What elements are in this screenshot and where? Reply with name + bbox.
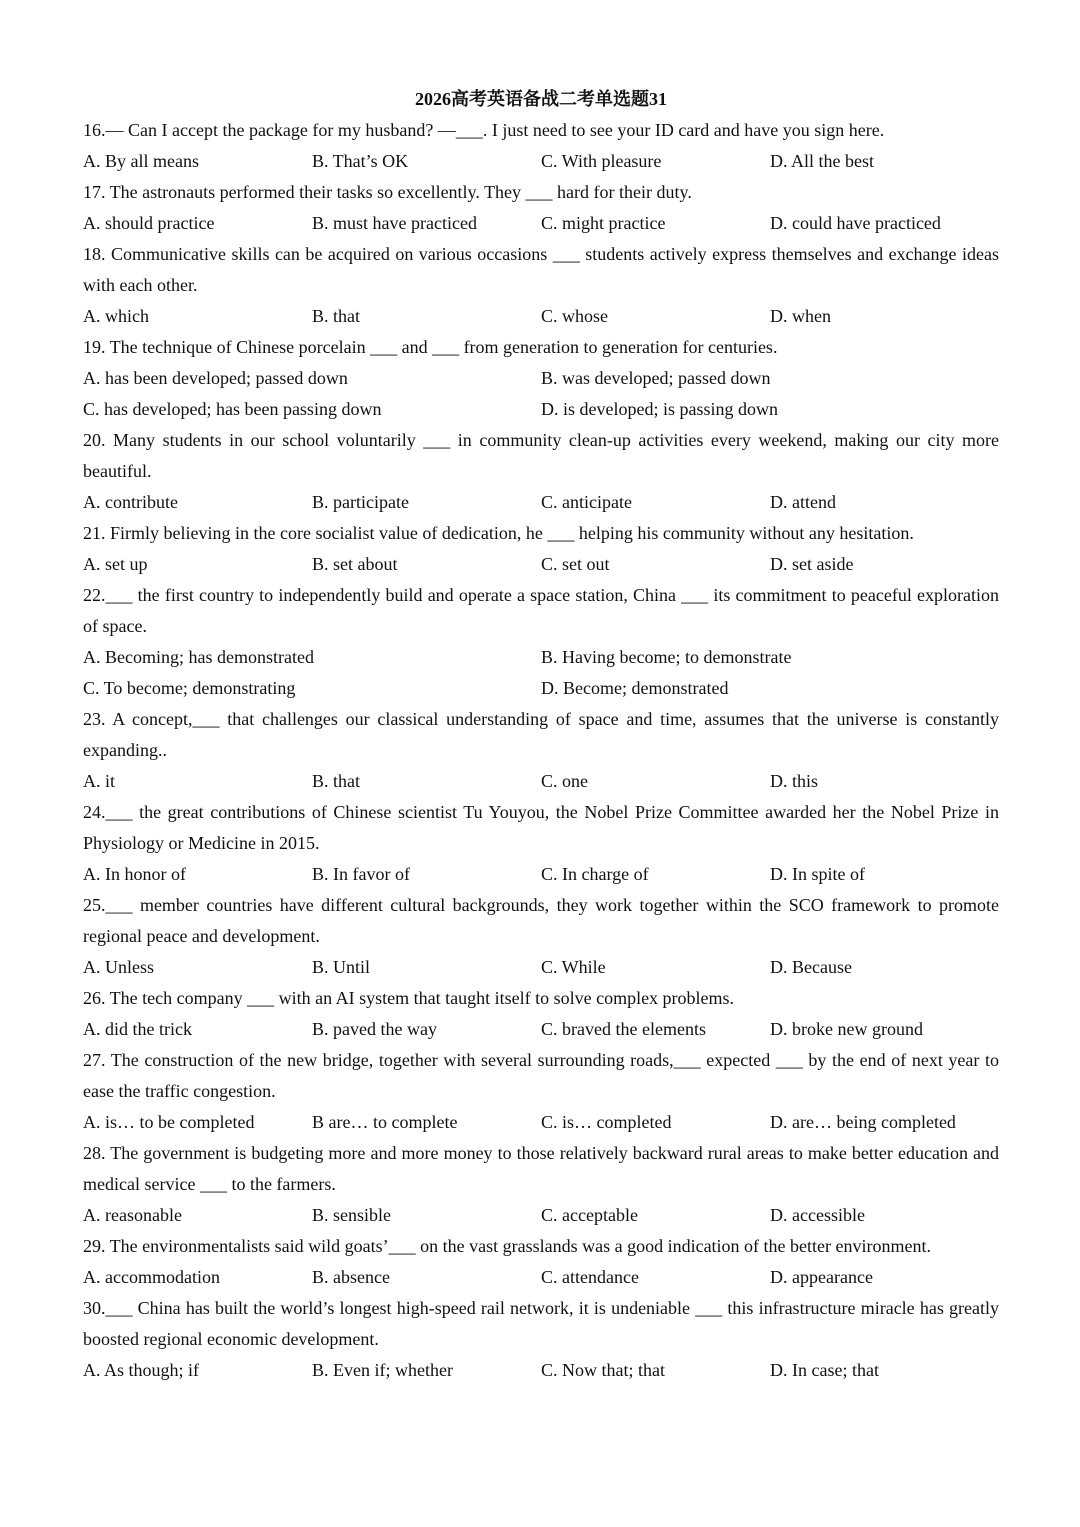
option-a: A. Unless bbox=[83, 957, 154, 977]
question-25-options bbox=[83, 952, 999, 983]
question-23-options bbox=[83, 766, 999, 797]
option-b: B. was developed; passed down bbox=[541, 368, 771, 388]
option-d: D. could have practiced bbox=[770, 213, 941, 233]
option-a: A. In honor of bbox=[83, 864, 186, 884]
option-a: A. By all means bbox=[83, 151, 199, 171]
question-16-stem: 16.— Can I accept the package for my husband? —___. I just need to see your ID card and have you sign here. bbox=[83, 120, 885, 140]
question-19-options-row-2 bbox=[83, 394, 999, 425]
option-d: D. when bbox=[770, 306, 831, 326]
option-b: B. In favor of bbox=[312, 864, 410, 884]
option-c: C. anticipate bbox=[541, 492, 632, 512]
option-c: C. In charge of bbox=[541, 864, 649, 884]
option-b: B. sensible bbox=[312, 1205, 391, 1225]
question-27-stem: 27. The construction of the new bridge, together with several surrounding roads,___ expected ___ by the end of next year to ease the traffic congestion. bbox=[83, 1050, 999, 1101]
question-29-options bbox=[83, 1262, 999, 1293]
option-a: A. should practice bbox=[83, 213, 215, 233]
question-19-options-row-1 bbox=[83, 363, 999, 394]
option-b: B. That’s OK bbox=[312, 151, 409, 171]
question-26-stem: 26. The tech company ___ with an AI system that taught itself to solve complex problems. bbox=[83, 988, 735, 1008]
option-b: B. Having become; to demonstrate bbox=[541, 647, 792, 667]
option-a: A. is… to be completed bbox=[83, 1112, 255, 1132]
option-a: A. accommodation bbox=[83, 1267, 220, 1287]
option-b: B. Until bbox=[312, 957, 371, 977]
option-c: C. acceptable bbox=[541, 1205, 638, 1225]
option-b: B. must have practiced bbox=[312, 213, 477, 233]
question-19-stem: 19. The technique of Chinese porcelain ___ and ___ from generation to generation for centuries. bbox=[83, 337, 778, 357]
option-a: A. reasonable bbox=[83, 1205, 182, 1225]
option-b: B. absence bbox=[312, 1267, 390, 1287]
option-c: C. Now that; that bbox=[541, 1360, 665, 1380]
question-17-options bbox=[83, 208, 999, 239]
option-d: D. Because bbox=[770, 957, 852, 977]
option-a: A. it bbox=[83, 771, 116, 791]
question-18-options bbox=[83, 301, 999, 332]
option-d: D. accessible bbox=[770, 1205, 865, 1225]
question-20-options bbox=[83, 487, 999, 518]
option-c: C. While bbox=[541, 957, 606, 977]
option-d: D. this bbox=[770, 771, 819, 791]
document-page bbox=[83, 84, 999, 1386]
option-c: C. To become; demonstrating bbox=[83, 678, 296, 698]
option-d: D. In spite of bbox=[770, 864, 865, 884]
question-20-stem: 20. Many students in our school voluntarily ___ in community clean-up activities every weekend, making our city more beautiful. bbox=[83, 430, 999, 481]
question-30-stem: 30.___ China has built the world’s longest high-speed rail network, it is undeniable ___ this infrastructure miracle has greatly boosted regional economic development. bbox=[83, 1298, 999, 1349]
option-c: C. With pleasure bbox=[541, 151, 662, 171]
question-17-stem: 17. The astronauts performed their tasks so excellently. They ___ hard for their duty. bbox=[83, 182, 692, 202]
option-d: D. appearance bbox=[770, 1267, 873, 1287]
question-23-stem: 23. A concept,___ that challenges our classical understanding of space and time, assumes that the universe is constantly expanding.. bbox=[83, 709, 999, 760]
option-b: B. Even if; whether bbox=[312, 1360, 453, 1380]
question-27-options bbox=[83, 1107, 999, 1138]
question-30-options bbox=[83, 1355, 999, 1386]
question-25-stem: 25.___ member countries have different cultural backgrounds, they work together within the SCO framework to promote regional peace and development. bbox=[83, 895, 999, 946]
option-c: C. whose bbox=[541, 306, 608, 326]
question-22-options-row-1 bbox=[83, 642, 999, 673]
option-b: B. that bbox=[312, 771, 360, 791]
option-c: C. is… completed bbox=[541, 1112, 672, 1132]
option-c: C. braved the elements bbox=[541, 1019, 706, 1039]
question-21-options bbox=[83, 549, 999, 580]
option-a: A. Becoming; has demonstrated bbox=[83, 647, 314, 667]
option-b: B are… to complete bbox=[312, 1112, 458, 1132]
question-22-options-row-2 bbox=[83, 673, 999, 704]
question-16-options bbox=[83, 146, 999, 177]
option-b: B. set about bbox=[312, 554, 398, 574]
option-b: B. participate bbox=[312, 492, 409, 512]
option-b: B. that bbox=[312, 306, 360, 326]
option-c: C. might practice bbox=[541, 213, 666, 233]
question-18-stem: 18. Communicative skills can be acquired on various occasions ___ students actively express themselves and exchange ideas with each other. bbox=[83, 244, 999, 295]
question-22-stem: 22.___ the first country to independently build and operate a space station, China ___ its commitment to peaceful exploration of space. bbox=[83, 585, 999, 636]
option-c: C. one bbox=[541, 771, 588, 791]
question-28-stem: 28. The government is budgeting more and more money to those relatively backward rural areas to make better education and medical service ___ to the farmers. bbox=[83, 1143, 999, 1194]
question-24-stem: 24.___ the great contributions of Chinese scientist Tu Youyou, the Nobel Prize Committee awarded her the Nobel Prize in Physiology or Medicine in 2015. bbox=[83, 802, 999, 853]
option-a: A. contribute bbox=[83, 492, 178, 512]
option-a: A. As though; if bbox=[83, 1360, 200, 1380]
option-c: C. set out bbox=[541, 554, 610, 574]
option-d: D. In case; that bbox=[770, 1360, 879, 1380]
option-d: D. broke new ground bbox=[770, 1019, 923, 1039]
option-d: D. attend bbox=[770, 492, 836, 512]
option-d: D. set aside bbox=[770, 554, 854, 574]
option-a: A. which bbox=[83, 306, 149, 326]
option-a: A. did the trick bbox=[83, 1019, 192, 1039]
option-b: B. paved the way bbox=[312, 1019, 437, 1039]
option-c: C. has developed; has been passing down bbox=[83, 399, 382, 419]
option-d: D. are… being completed bbox=[770, 1112, 956, 1132]
question-24-options bbox=[83, 859, 999, 890]
option-a: A. set up bbox=[83, 554, 148, 574]
option-d: D. Become; demonstrated bbox=[541, 678, 729, 698]
question-29-stem: 29. The environmentalists said wild goats’___ on the vast grasslands was a good indication of the better environment. bbox=[83, 1236, 931, 1256]
document-title: 2026高考英语备战二考单选题31 bbox=[415, 89, 667, 109]
option-d: D. is developed; is passing down bbox=[541, 399, 778, 419]
question-21-stem: 21. Firmly believing in the core socialist value of dedication, he ___ helping his community without any hesitation. bbox=[83, 523, 914, 543]
option-a: A. has been developed; passed down bbox=[83, 368, 348, 388]
question-28-options bbox=[83, 1200, 999, 1231]
question-26-options bbox=[83, 1014, 999, 1045]
option-d: D. All the best bbox=[770, 151, 874, 171]
option-c: C. attendance bbox=[541, 1267, 639, 1287]
